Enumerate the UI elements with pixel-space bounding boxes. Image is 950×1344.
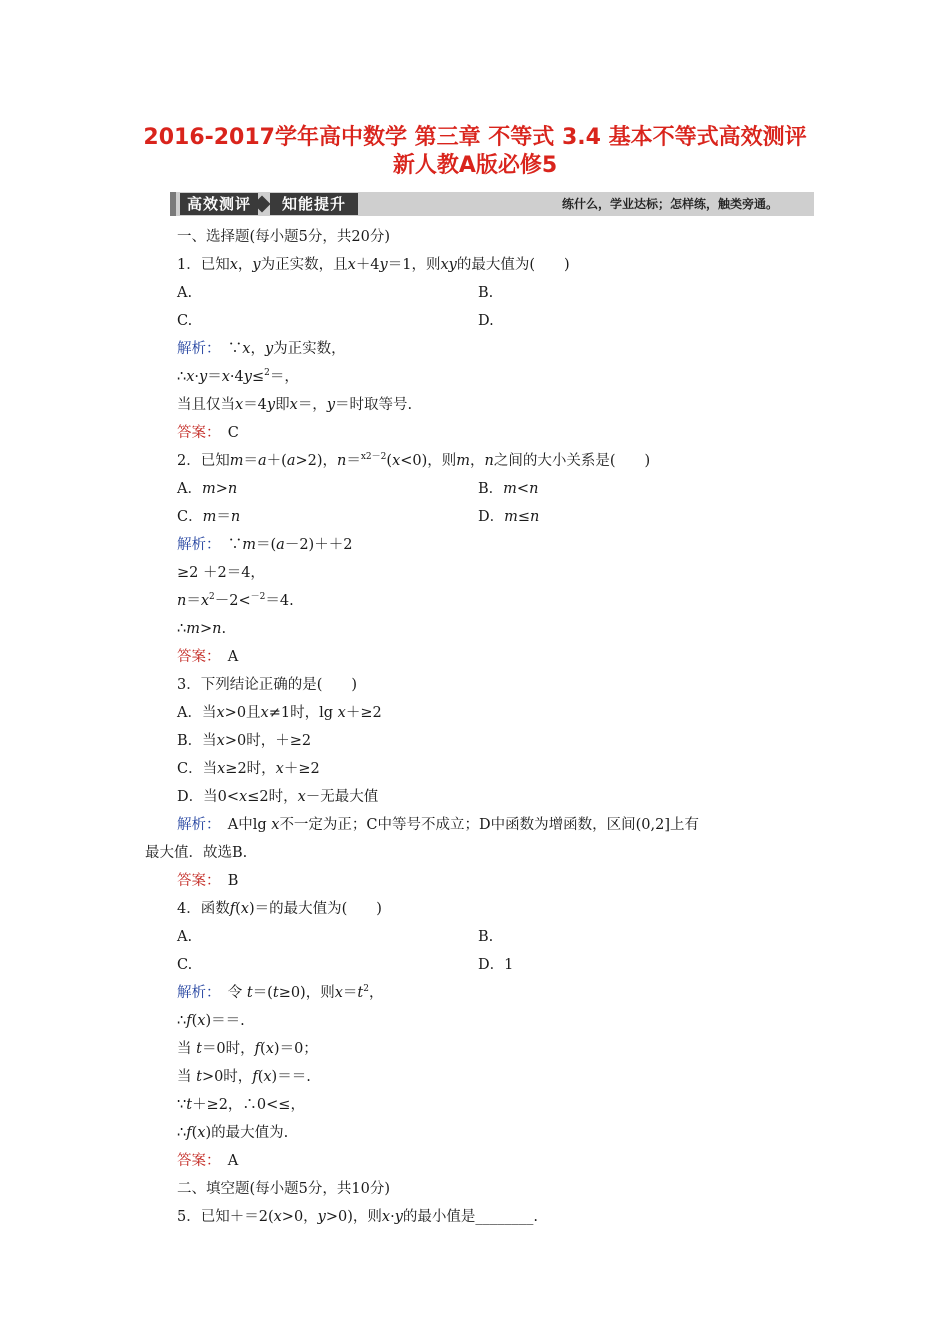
q2-solution-4: ∴m>n. xyxy=(177,621,227,637)
q2-solution-2: ≥2 ＋2＝4， xyxy=(177,565,265,581)
q3-option-c: C．当x≥2时，x＋≥2 xyxy=(177,761,320,777)
q1-solution-1: 解析： ∵x，y为正实数， xyxy=(177,341,346,357)
q2-stem: 2．已知m＝a＋(a>2)，n＝$^{x2-2}$(x<0)，则m，n之间的大小关系是( ) xyxy=(177,452,651,469)
q2-solution-3: $n=x^2-2<^{-2}=4$. xyxy=(177,592,294,609)
q4-solution-6: ∴f(x)的最大值为. xyxy=(177,1125,289,1141)
banner-stripe xyxy=(170,192,176,216)
q3-solution-2: 最大值．故选B. xyxy=(145,845,248,861)
q1-stem: 1．已知x，y为正实数，且x＋4y＝1，则xy的最大值为( ) xyxy=(177,257,570,273)
q3-option-a: A．当x>0且x≠1时，lg x＋≥2 xyxy=(177,705,382,721)
q1-option-b: B. xyxy=(478,285,494,301)
q2-option-c: C．m＝n xyxy=(177,509,241,525)
q4-solution-1: 解析： 令 t＝(t≥0)，则$x=t^2$， xyxy=(177,984,384,1001)
q3-answer: 答案： B xyxy=(177,873,239,889)
q1-solution-3: 当且仅当x＝4y即x＝，y＝时取等号. xyxy=(177,397,413,413)
q3-option-b: B．当x>0时，＋≥2 xyxy=(177,733,312,749)
q3-option-d: D．当0<x≤2时，x－无最大值 xyxy=(177,789,379,805)
q4-solution-5: ∵t＋≥2，∴0<≤， xyxy=(177,1097,305,1113)
q2-option-a: A．m>n xyxy=(177,481,238,497)
q2-answer: 答案： A xyxy=(177,649,239,665)
banner-motto: 练什么，学业达标；怎样练，触类旁通。 xyxy=(561,197,778,211)
document-title-line-1: 2016-2017学年高中数学 第三章 不等式 3.4 基本不等式高效测评 xyxy=(143,125,807,150)
q1-answer: 答案： C xyxy=(177,425,239,441)
q1-option-a: A. xyxy=(177,285,193,301)
q4-answer: 答案： A xyxy=(177,1153,239,1169)
q5-stem: 5．已知＋＝2(x>0，y>0)，则x·y的最小值是________. xyxy=(177,1209,539,1225)
banner-tag-improvement: 知能提升 xyxy=(270,193,358,215)
q4-solution-3: 当 t＝0时，f(x)＝0； xyxy=(177,1041,318,1057)
q1-option-d: D. xyxy=(478,313,494,329)
q4-solution-4: 当 t>0时，f(x)＝＝. xyxy=(177,1069,311,1085)
q1-option-c: C. xyxy=(177,313,193,329)
banner-tag-assessment: 高效测评 xyxy=(180,193,258,215)
q4-stem: 4．函数f(x)＝的最大值为( ) xyxy=(177,901,382,917)
section-heading-fill: 二、填空题(每小题5分，共10分) xyxy=(177,1181,390,1197)
q4-option-d: D．1 xyxy=(478,957,514,973)
q4-option-a: A. xyxy=(177,929,193,945)
q4-solution-2: ∴f(x)＝＝. xyxy=(177,1013,245,1029)
q2-option-b: B．m<n xyxy=(478,481,539,497)
document-title-line-2: 新人教A版必修5 xyxy=(392,153,558,178)
q4-option-b: B. xyxy=(478,929,494,945)
q1-solution-2: ∴x·y＝x·4y≤$^2$＝， xyxy=(177,368,299,385)
q2-solution-1: 解析： ∵m＝(a－2)＋＋2 xyxy=(177,537,353,553)
section-heading-choice: 一、选择题(每小题5分，共20分) xyxy=(177,229,390,245)
section-banner xyxy=(170,192,814,216)
q3-solution-1: 解析： A中lg x不一定为正；C中等号不成立；D中函数为增函数，区间(0,2]上有 xyxy=(177,817,700,833)
q3-stem: 3．下列结论正确的是( ) xyxy=(177,677,358,693)
q2-option-d: D．m≤n xyxy=(478,509,540,525)
q4-option-c: C. xyxy=(177,957,193,973)
